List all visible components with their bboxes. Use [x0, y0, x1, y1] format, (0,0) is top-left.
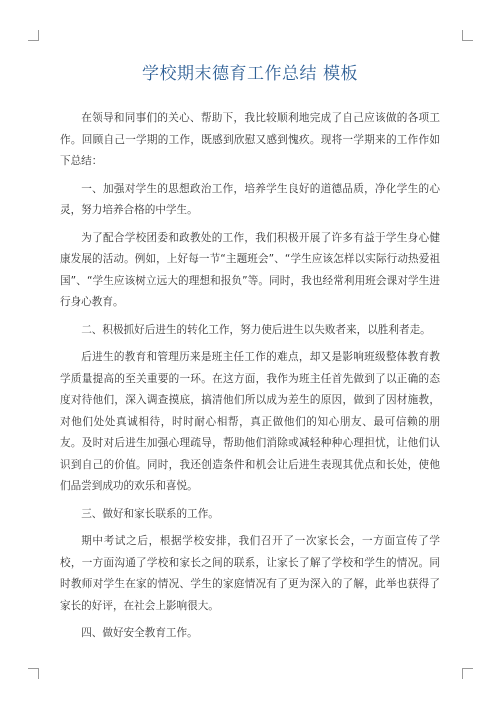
section-3-paragraph: 期中考试之后，根据学校安排，我们召开了一次家长会，一方面宣传了学校，一方面沟通了学校和家长之间的联系，让家长了解了学校和学生的情况。同时教师对学生在家的情况、学生的家庭情况有了更为深入的了解，此举也获得了家长的好评，在社会上影响很大。 [60, 535, 440, 612]
section-heading-4: 四、做好安全教育工作。 [81, 627, 198, 639]
page-corner-mark-top-left [28, 30, 39, 41]
page-corner-mark-bottom-right [462, 668, 473, 679]
section-2-paragraph: 后进生的教育和管理历来是班主任工作的难点，却又是影响班级整体教育教学质量提高的至关重要的一环。在这方面，我作为班主任首先做到了以正确的态度对待他们，深入调查摸底，搞清他们所以成为差生的原因，做到了因材施教，对他们处处真诚相待，时时耐心相帮，真正做他们的知心朋友、最可信赖的朋友。及时对后进生加强心理疏导，帮助他们消除或减轻种种心理担忧，让他们认识到自己的价值。同时，我还创造条件和机会让后进生表现其优点和长处，使他们品尝到成功的欢乐和喜悦。 [60, 351, 440, 492]
section-heading-1: 一、加强对学生的思想政治工作，培养学生良好的道德品质，净化学生的心灵，努力培养合格的中学生。 [60, 182, 440, 216]
page-corner-mark-top-right [462, 30, 473, 41]
section-heading-2: 二、积极抓好后进生的转化工作，努力使后进生以失败者来，以胜利者走。 [81, 323, 431, 336]
page-corner-mark-bottom-left [28, 668, 39, 679]
section-heading-3: 三、做好和家长联系的工作。 [81, 507, 219, 520]
document-title: 学校期末德育工作总结 模板 [142, 64, 358, 84]
document-page [60, 62, 440, 651]
section-1-paragraph: 为了配合学校团委和政教处的工作，我们积极开展了许多有益于学生身心健康发展的活动。例如，上好每一节“主题班会”、“学生应该怎样以实际行动热爱祖国”、“学生应该树立远大的理想和报负”等。同时，我也经常利用班会课对学生进行身心教育。 [60, 231, 440, 308]
intro-paragraph: 在领导和同事们的关心、帮助下，我比较顺利地完成了自己应该做的各项工作。回顾自己一学期的工作，既感到欣慰又感到愧疚。现将一学期来的工作作如下总结： [60, 112, 440, 167]
